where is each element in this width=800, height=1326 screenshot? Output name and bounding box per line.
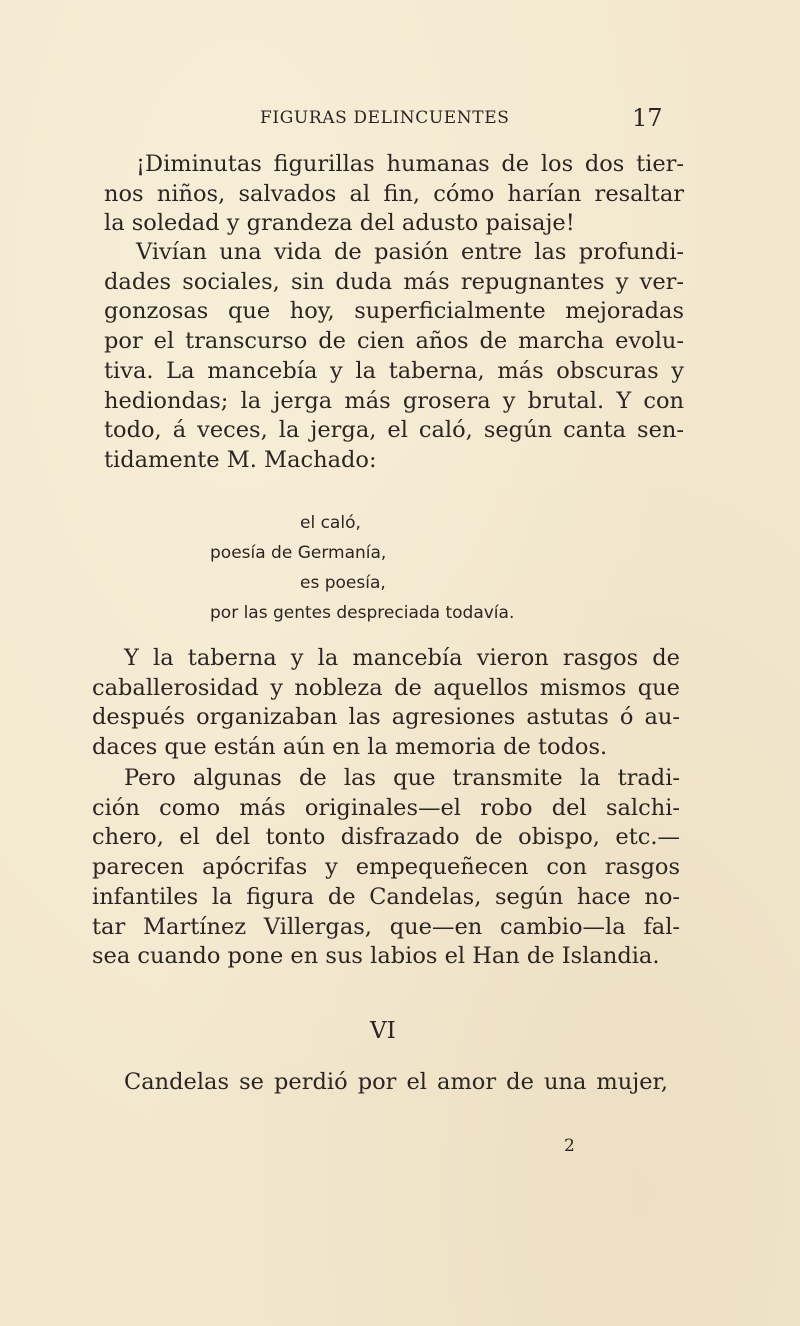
paragraph-1: [104, 150, 684, 239]
text-line: todo, á veces, la jerga, el caló, según canta sen-: [104, 417, 684, 444]
verse-line: por las gentes despreciada todavía.: [210, 603, 515, 623]
paragraph-4: [92, 764, 680, 972]
text-line: tiva. La mancebía y la taberna, más obscuras y: [104, 357, 684, 384]
text-line: por el transcurso de cien años de marcha evolu-: [104, 328, 684, 355]
text-line: caballerosidad y nobleza de aquellos mismos que: [92, 674, 680, 701]
paragraph-3: [92, 644, 680, 763]
signature-mark: 2: [564, 1136, 575, 1156]
text-line: chero, el del tonto disfrazado de obispo, etc.—: [92, 824, 680, 851]
paragraph-2: [104, 238, 684, 476]
text-line: nos niños, salvados al fin, cómo harían resaltar: [104, 180, 684, 207]
paragraph-5: [92, 1068, 668, 1098]
page-header: [260, 104, 663, 136]
running-title: FIGURAS DELINCUENTES: [260, 108, 510, 128]
text-line: infantiles la figura de Candelas, según hace no-: [92, 883, 680, 910]
text-line: Y la taberna y la mancebía vieron rasgos de: [124, 645, 680, 671]
page-number: 17: [632, 104, 663, 132]
text-line: hediondas; la jerga más grosera y brutal. Y con: [104, 387, 684, 414]
text-line: después organizaban las agresiones astutas ó au-: [92, 704, 680, 731]
text-line: ción como más originales—el robo del salchi-: [92, 794, 680, 821]
text-line: sea cuando pone en sus labios el Han de Islandia.: [92, 943, 660, 970]
text-line: tar Martínez Villergas, que—en cambio—la fal-: [92, 913, 680, 940]
text-line: tidamente M. Machado:: [104, 446, 377, 473]
text-line: Pero algunas de las que transmite la tradi-: [124, 765, 680, 791]
text-line: gonzosas que hoy, superficialmente mejoradas: [104, 298, 684, 325]
text-line: la soledad y grandeza del adusto paisaje!: [104, 210, 575, 237]
verse-line: es poesía,: [300, 573, 386, 593]
text-line: ¡Diminutas figurillas humanas de los dos tier-: [136, 151, 684, 177]
section-heading: VI: [370, 1018, 396, 1044]
text-line: daces que están aún en la memoria de todos.: [92, 734, 608, 761]
verse-line: poesía de Germanía,: [210, 543, 387, 563]
text-line: Candelas se perdió por el amor de una mujer,: [124, 1069, 668, 1095]
verse-line: el caló,: [300, 513, 361, 533]
text-line: parecen apócrifas y empequeñecen con rasgos: [92, 854, 680, 881]
text-line: dades sociales, sin duda más repugnantes y ver-: [104, 268, 684, 295]
text-line: Vivían una vida de pasión entre las profundi-: [136, 239, 684, 265]
